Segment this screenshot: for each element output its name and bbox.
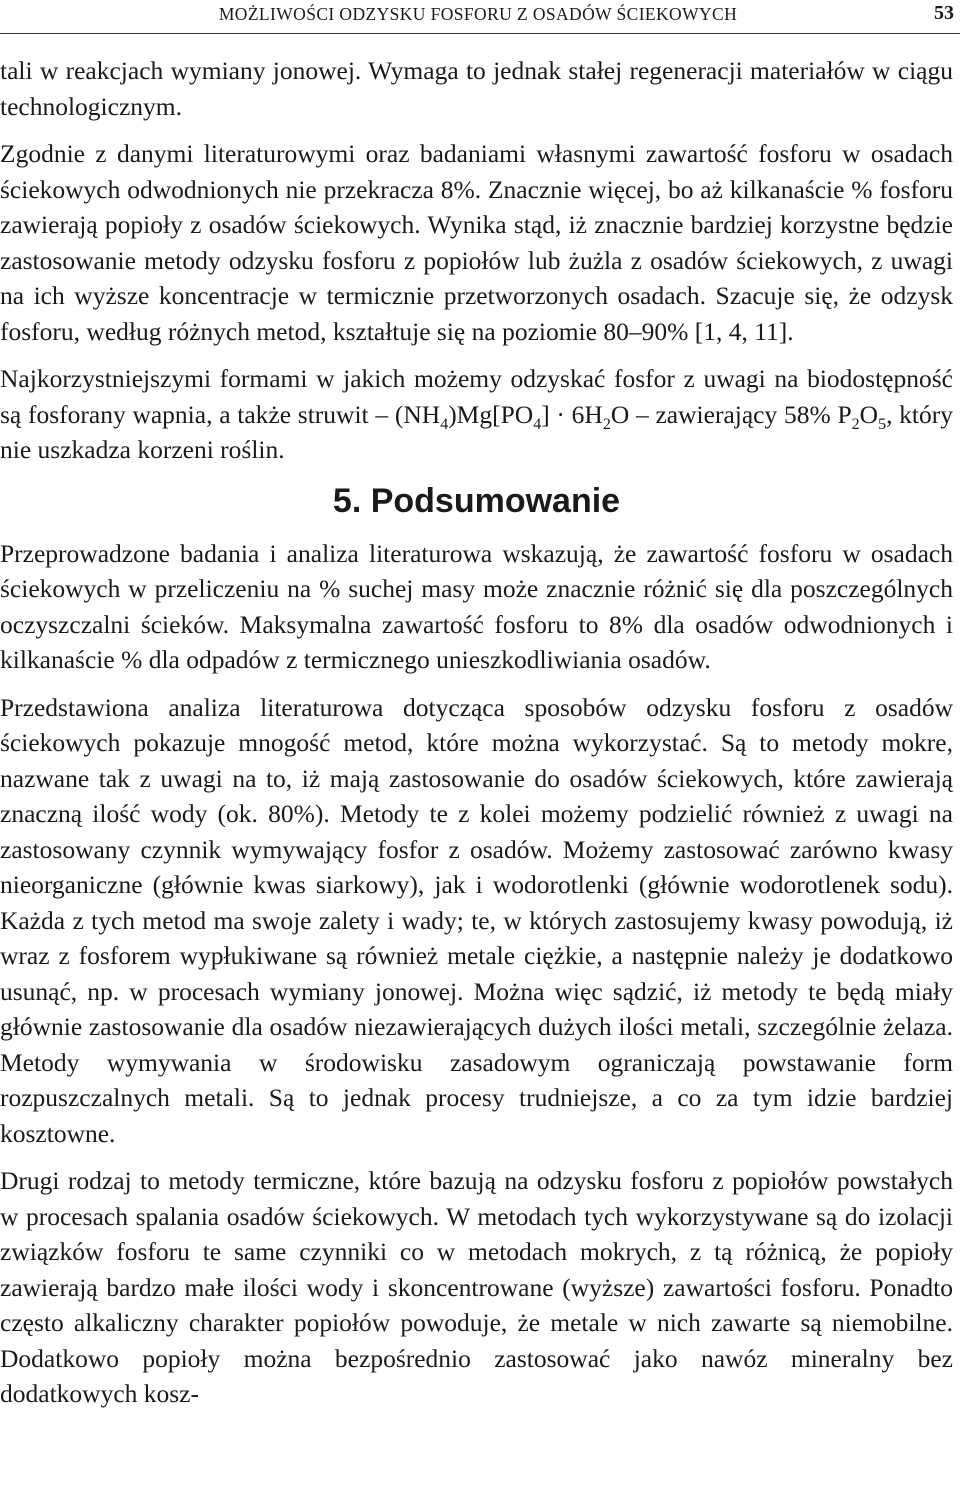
struvite-text-4: O – zawierający 58% P: [610, 399, 852, 429]
summary-paragraph-2: Przedstawiona analiza literaturowa dotycząca sposobów odzysku fosforu z osadów ściekowych pokazuje mnogość metod, które można wykorzystać. Są to metody mokre, nazwane tak z uwagi na to, iż mają zastosowanie do osadów ściekowych, które zawierają znaczną ilość wody (ok. 80%). Metody te z kolei możemy podzielić również z uwagi na zastosowany czynnik wymywający fosfor z osadów. Możemy zastosować zarówno kwasy nieorganiczne (głównie kwas siarkowy), jak i wodorotlenki (głównie wodorotlenek sodu). Każda z tych metod ma swoje zalety i wady; te, w których zastosujemy kwasy powodują, iż wraz z fosforem wypłukiwane są również metale ciężkie, a następnie należy je dodatkowo usunąć, np. w procesach wymiany jonowej. Można więc sądzić, iż metody te będą miały głównie zastosowanie dla osadów niezawierających dużych ilości metali, szczególnie żelaza. Metody wymywania w środowisku zasadowym ograniczają powstawanie form rozpuszczalnych metali. Są to jednak procesy trudniejsze, a co za tym idzie bardziej kosztowne.: [0, 692, 953, 1148]
summary-paragraph-1: Przeprowadzone badania i analiza literaturowa wskazują, że zawartość fosforu w osadach ściekowych w przeliczeniu na % suchej masy może znacznie różnić się dla poszczególnych oczyszczalni ścieków. Maksymalna zawartość fosforu to 8% dla osadów odwodnionych i kilkanaście % dla odpadów z termicznego unieszkodliwiania osadów.: [0, 538, 953, 674]
struvite-text-6: , który nie uszkadza korzeni roślin.: [0, 399, 954, 464]
subscript-nh4: 4: [440, 415, 449, 433]
subscript-h2o: 2: [602, 415, 611, 433]
main-text: [0, 53, 953, 1424]
summary-paragraph-3: Drugi rodzaj to metody termiczne, które bazują na odzysku fosforu z popiołów powstałych w procesach spalania osadów ściekowych. W metodach tych wykorzystywane są do izolacji związków fosforu te same czynniki co w metodach mokrych, z tą różnicą, że popioły zawierają bardzo małe ilości wody i skoncentrowane (wyższe) zawartości fosforu. Ponadto często alkaliczny charakter popiołów powoduje, że metale w nich zawarte są niemobilne. Dodatkowo popioły można bezpośrednio zastosować jako nawóz mineralny bez dodatkowych kosz-: [0, 1166, 953, 1408]
header-rule: [0, 33, 960, 34]
struvite-text-1: Najkorzystniejszymi formami w jakich możemy odzyskać fosfor z uwagi na biodostępność są fosforany wapnia, a także struwit – (NH: [0, 364, 953, 429]
subscript-p2: 2: [851, 415, 860, 433]
subscript-o5: 5: [878, 415, 887, 433]
paragraph-phosphorus-content: Zgodnie z danymi literaturowymi oraz badaniami własnymi zawartość fosforu w osadach ściekowych odwodnionych nie przekracza 8%. Znacznie więcej, bo aż kilkanaście % fosforu zawierają popioły z osadów ściekowych. Wynika stąd, iż znacznie bardziej korzystne będzie zastosowanie metody odzysku fosforu z popiołów lub żużla z osadów ściekowych, z uwagi na ich wyższe koncentracje w termicznie przetworzonych osadach. Szacuje się, że odzysk fosforu, według różnych metod, kształtuje się na poziomie 80–90% [1, 4, 11].: [0, 139, 953, 346]
running-header: [0, 0, 960, 32]
page-number: 53: [934, 2, 954, 24]
paragraph-continuation: tali w reakcjach wymiany jonowej. Wymaga to jednak stałej regeneracji materiałów w ciągu technologicznym.: [0, 56, 953, 121]
struvite-text-5: O: [859, 399, 879, 429]
struvite-text-3: ] · 6H: [541, 399, 603, 429]
subscript-po4: 4: [533, 415, 542, 433]
section-heading: 5. Podsumowanie: [332, 481, 621, 520]
struvite-text-2: )Mg[PO: [448, 399, 534, 429]
paragraph-struvite: [0, 361, 953, 468]
running-title: MOŻLIWOŚCI ODZYSKU FOSFORU Z OSADÓW ŚCIEKOWYCH: [218, 4, 738, 24]
